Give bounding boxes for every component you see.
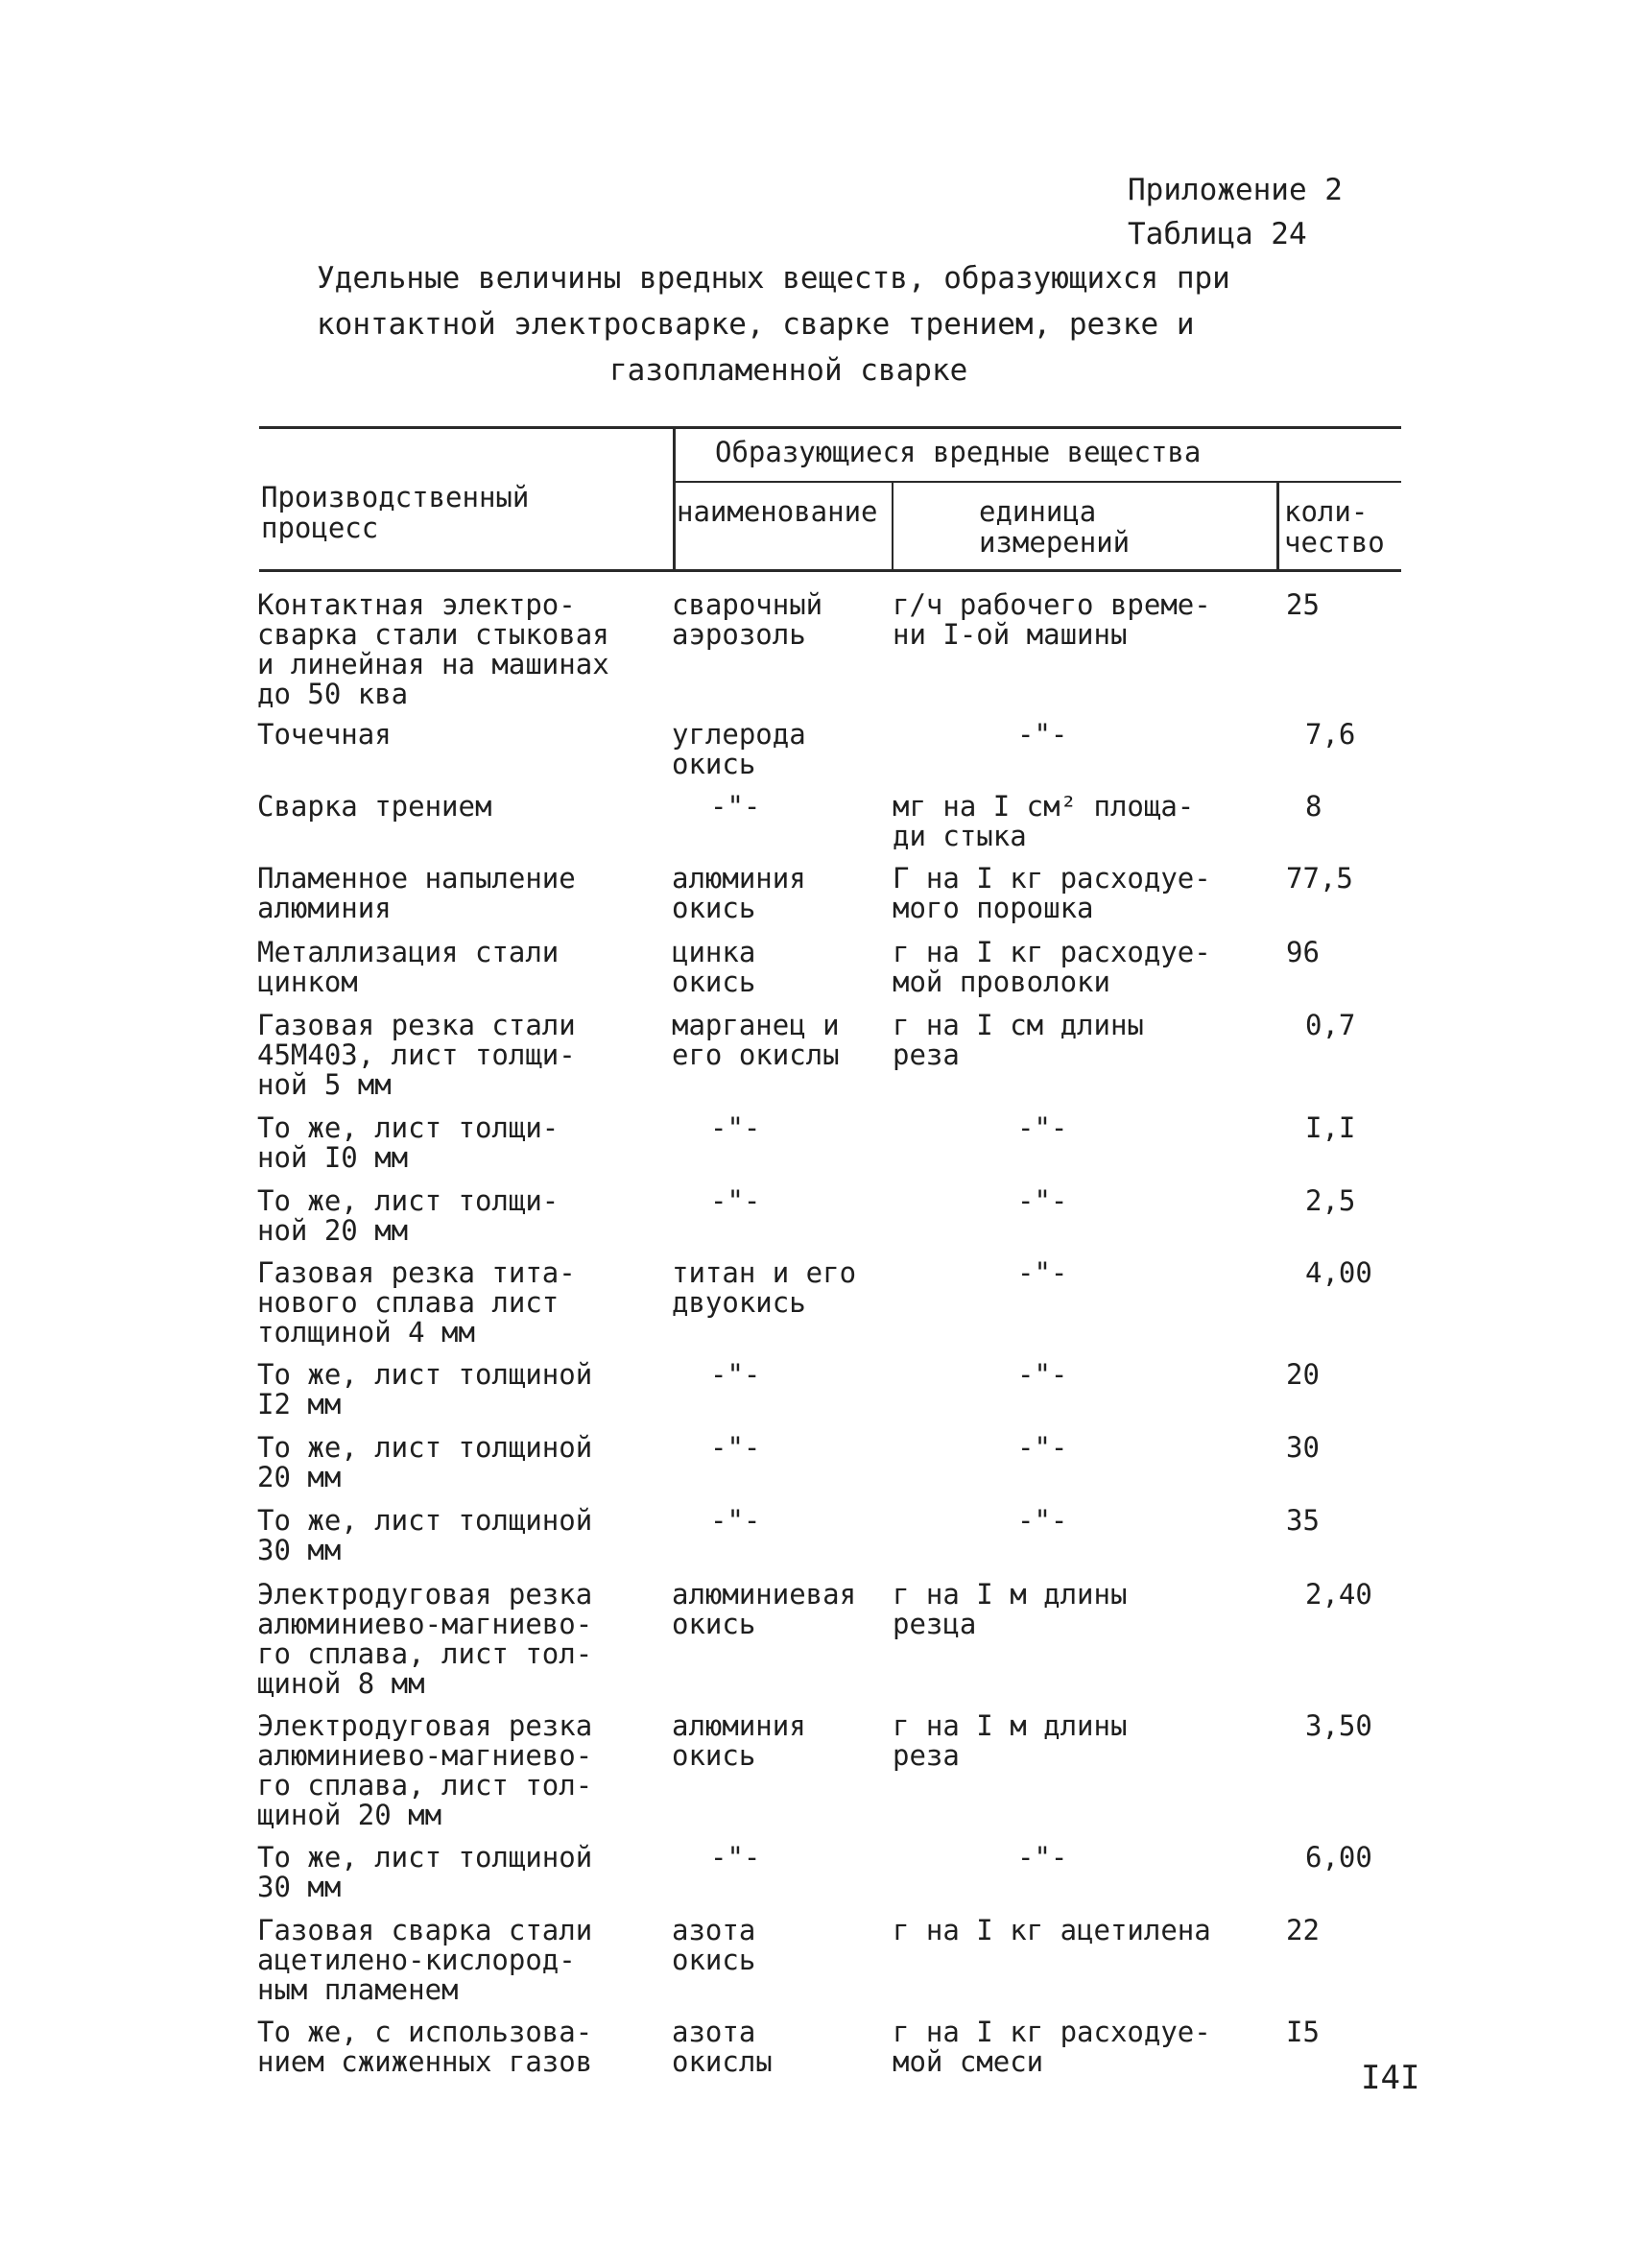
- process-cell: Точечная: [257, 718, 392, 751]
- process-cell: Металлизация стали цинком: [257, 936, 560, 998]
- substance-cell: алюминиевая окись: [672, 1578, 857, 1640]
- process-cell: Газовая сварка стали ацетилено-кислород- ным пламенем: [257, 1914, 593, 2006]
- substance-cell: сварочный аэрозоль: [672, 588, 823, 651]
- substance-cell: алюминия окись: [672, 1709, 806, 1772]
- unit-cell: г на I м длины реза: [893, 1709, 1128, 1772]
- unit-cell: г на I м длины резца: [893, 1578, 1128, 1640]
- unit-cell: г на I см длины реза: [893, 1009, 1144, 1071]
- substance-cell: цинка окись: [672, 936, 756, 998]
- title-line-2: контактной электросварке, сварке трением, резке и: [317, 307, 1195, 342]
- substance-cell: алюминия окись: [672, 862, 806, 924]
- appendix-label: Приложение 2: [1128, 173, 1343, 207]
- substance-cell: углерода окись: [672, 718, 806, 780]
- unit-cell: -"-: [1017, 1504, 1068, 1537]
- process-cell: То же, лист толщи- ной I0 мм: [257, 1111, 560, 1174]
- qty-cell: 6,00: [1305, 1841, 1372, 1874]
- substance-cell: -"-: [710, 1841, 761, 1874]
- qty-cell: I5: [1286, 2016, 1320, 2048]
- qty-cell: 25: [1286, 588, 1320, 621]
- qty-cell: 35: [1286, 1504, 1320, 1537]
- process-cell: То же, лист толщиной 30 мм: [257, 1504, 593, 1566]
- header-vline-1: [673, 426, 676, 570]
- header-mid-rule: [675, 481, 1401, 483]
- substance-cell: -"-: [710, 1504, 761, 1537]
- process-cell: Газовая резка стали 45М403, лист толщи- ной 5 мм: [257, 1009, 576, 1101]
- unit-cell: -"-: [1017, 1184, 1068, 1217]
- process-cell: То же, с использова- нием сжиженных газов: [257, 2016, 593, 2078]
- unit-cell: Г на I кг расходуе- мого порошка: [893, 862, 1211, 924]
- process-cell: То же, лист толщиной 30 мм: [257, 1841, 593, 1903]
- substance-cell: -"-: [710, 1184, 761, 1217]
- process-cell: Газовая резка тита- нового сплава лист толщиной 4 мм: [257, 1256, 576, 1349]
- qty-cell: 22: [1286, 1914, 1320, 1946]
- process-cell: Пламенное напыление алюминия: [257, 862, 576, 924]
- substance-cell: азота окислы: [672, 2016, 773, 2078]
- header-qty: коли- чество: [1284, 495, 1385, 559]
- unit-cell: г на I кг расходуе- мой смеси: [893, 2016, 1211, 2078]
- process-cell: То же, лист толщи- ной 20 мм: [257, 1184, 560, 1247]
- substance-cell: -"-: [710, 1111, 761, 1144]
- header-group: Образующиеся вредные вещества: [715, 436, 1202, 468]
- qty-cell: 2,5: [1305, 1184, 1356, 1217]
- unit-cell: -"-: [1017, 1358, 1068, 1391]
- process-cell: Электродуговая резка алюминиево-магниево- го сплава, лист тол- щиной 8 мм: [257, 1578, 593, 1700]
- qty-cell: 96: [1286, 936, 1320, 968]
- header-top-rule: [259, 426, 1401, 429]
- header-vline-2: [892, 481, 893, 570]
- header-name: наименование: [677, 495, 878, 528]
- substance-cell: марганец и его окислы: [672, 1009, 840, 1071]
- header-bottom-rule: [259, 569, 1401, 572]
- process-cell: То же, лист толщиной I2 мм: [257, 1358, 593, 1420]
- qty-cell: 77,5: [1286, 862, 1353, 895]
- qty-cell: 4,00: [1305, 1256, 1372, 1289]
- unit-cell: -"-: [1017, 718, 1068, 751]
- unit-cell: г на I кг ацетилена: [893, 1914, 1211, 1946]
- qty-cell: 3,50: [1305, 1709, 1372, 1742]
- unit-cell: -"-: [1017, 1111, 1068, 1144]
- unit-cell: -"-: [1017, 1841, 1068, 1874]
- qty-cell: 0,7: [1305, 1009, 1356, 1041]
- unit-cell: -"-: [1017, 1431, 1068, 1464]
- process-cell: Сварка трением: [257, 790, 492, 823]
- table-title: [317, 255, 1276, 394]
- process-cell: Электродуговая резка алюминиево-магниево- го сплава, лист тол- щиной 20 мм: [257, 1709, 593, 1831]
- table-number: Таблица 24: [1128, 217, 1307, 251]
- title-line-3: газопламенной сварке: [609, 353, 968, 388]
- substance-cell: титан и его двуокись: [672, 1256, 857, 1319]
- qty-cell: 7,6: [1305, 718, 1356, 751]
- qty-cell: 30: [1286, 1431, 1320, 1464]
- unit-cell: г на I кг расходуе- мой проволоки: [893, 936, 1211, 998]
- process-cell: Контактная электро- сварка стали стыковая и линейная на машинах до 50 ква: [257, 588, 609, 710]
- page-number: I4I: [1361, 2059, 1420, 2097]
- substance-cell: -"-: [710, 1431, 761, 1464]
- unit-cell: мг на I см² площа- ди стыка: [893, 790, 1195, 852]
- qty-cell: 8: [1305, 790, 1322, 823]
- process-cell: То же, лист толщиной 20 мм: [257, 1431, 593, 1493]
- qty-cell: I,I: [1305, 1111, 1356, 1144]
- substance-cell: -"-: [710, 1358, 761, 1391]
- substance-cell: азота окись: [672, 1914, 756, 1976]
- header-unit: единица измерений: [979, 495, 1131, 559]
- header-process: Производственный процесс: [261, 481, 530, 544]
- unit-cell: г/ч рабочего време- ни I-ой машины: [893, 588, 1211, 651]
- unit-cell: -"-: [1017, 1256, 1068, 1289]
- header-vline-3: [1276, 481, 1279, 570]
- title-line-1: Удельные величины вредных веществ, образующихся при: [317, 261, 1230, 296]
- qty-cell: 20: [1286, 1358, 1320, 1391]
- qty-cell: 2,40: [1305, 1578, 1372, 1611]
- substance-cell: -"-: [710, 790, 761, 823]
